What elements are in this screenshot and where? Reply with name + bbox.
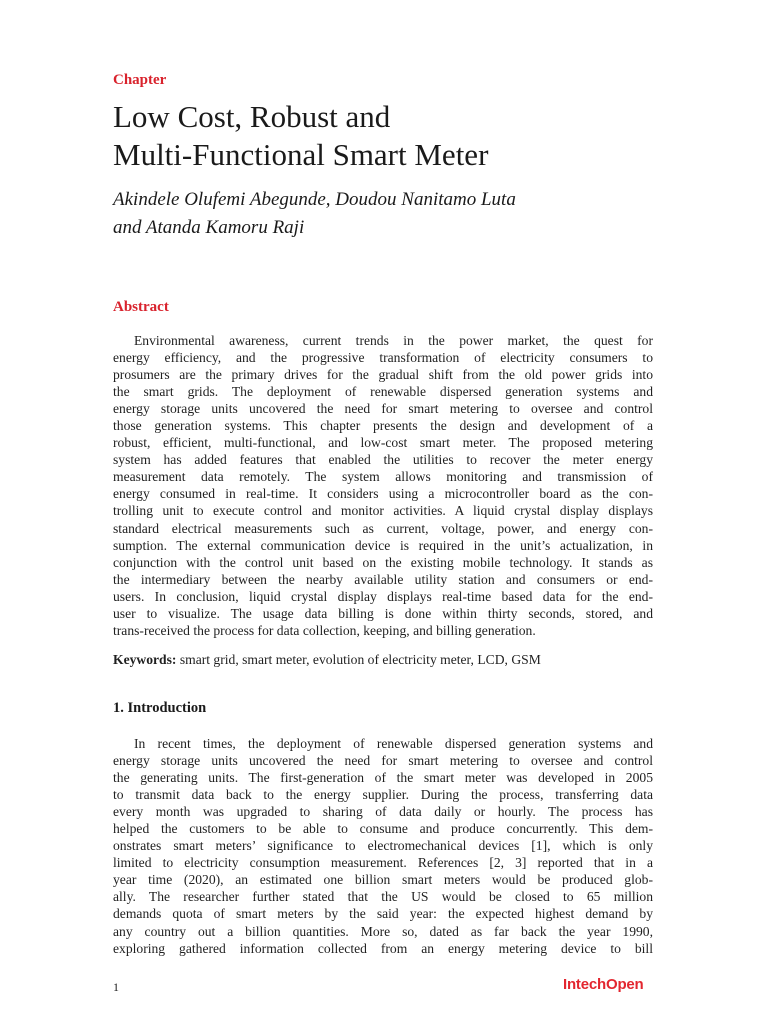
abstract-line: those generation systems. This chapter presents the design and development of a <box>113 418 653 434</box>
abstract-line: users. In conclusion, liquid crystal display displays real-time based data for the end- <box>113 588 653 604</box>
keywords-label: Keywords: <box>113 652 177 667</box>
abstract-line: measurement data remotely. The system allows monitoring and transmission of <box>113 469 653 485</box>
abstract-line: energy storage units uncovered the need for smart metering to oversee and control <box>113 401 653 417</box>
intro-line: the generating units. The first-generation of the smart meter was developed in 2005 <box>113 770 653 786</box>
abstract-line: system has added features that enabled the utilities to recover the meter energy <box>113 452 653 468</box>
abstract-heading: Abstract <box>113 299 169 315</box>
intro-line: every month was upgraded to sharing of data daily or hourly. The process has <box>113 804 653 820</box>
abstract-body <box>113 332 653 639</box>
page-number: 1 <box>113 980 119 994</box>
intro-line: limited to electricity consumption measurement. References [2, 3] reported that in a <box>113 855 653 871</box>
intro-line: to transmit data back to the energy supplier. During the process, transferring data <box>113 787 653 803</box>
abstract-line: conjunction with the control unit based on the existing mobile technology. It stands as <box>113 554 653 570</box>
abstract-line: energy efficiency, and the progressive transformation of electricity consumers to <box>113 350 653 366</box>
author-line: Akindele Olufemi Abegunde, Doudou Nanitamo Luta <box>113 189 516 210</box>
introduction-body <box>113 735 653 957</box>
chapter-label: Chapter <box>113 72 167 88</box>
intro-line: helped the customers to be able to consume and produce concurrently. This dem- <box>113 821 653 837</box>
keywords-text: smart grid, smart meter, evolution of electricity meter, LCD, GSM <box>176 652 541 667</box>
title-line: Multi-Functional Smart Meter <box>113 137 489 172</box>
intro-line: ally. The researcher further stated that the US would be closed to 65 million <box>113 889 653 905</box>
keywords <box>113 651 653 668</box>
author-line: and Atanda Kamoru Raji <box>113 217 305 238</box>
intro-line: any country out a billion quantities. More so, dated as far back the year 1990, <box>113 923 653 939</box>
intro-line: energy storage units uncovered the need for smart metering to oversee and control <box>113 753 653 769</box>
abstract-line: trolling unit to execute control and monitor activities. A liquid crystal display displays <box>113 503 653 519</box>
abstract-line: user to visualize. The usage data billing is done within thirty seconds, stored, and <box>113 605 653 621</box>
chapter-title <box>113 98 673 174</box>
introduction-heading: 1. Introduction <box>113 700 207 716</box>
abstract-line: trans-received the process for data collection, keeping, and billing generation. <box>113 622 536 638</box>
title-line: Low Cost, Robust and <box>113 99 391 134</box>
intro-line: demands quota of smart meters by the said year: the expected highest demand by <box>113 906 653 922</box>
abstract-line: the intermediary between the nearby available utility station and consumers or end- <box>113 571 653 587</box>
abstract-line: robust, efficient, multi-functional, and low-cost smart meter. The proposed metering <box>113 435 653 451</box>
abstract-line: energy consumed in real-time. It considers using a microcontroller board as the con- <box>113 486 653 502</box>
intro-line: exploring gathered information collected from an energy metering device to bill <box>113 940 653 956</box>
abstract-line: Environmental awareness, current trends in the power market, the quest for <box>134 333 653 348</box>
abstract-line: the smart grids. The deployment of renewable dispersed generation systems and <box>113 384 653 400</box>
publisher-logo: IntechOpen <box>563 976 644 993</box>
abstract-line: standard electrical measurements such as current, voltage, power, and energy con- <box>113 520 653 536</box>
authors <box>113 186 673 242</box>
intro-line: onstrates smart meters’ significance to electromechanical devices [1], which is only <box>113 838 653 854</box>
intro-line: year time (2020), an estimated one billion smart meters would be produced glob- <box>113 872 653 888</box>
intro-line: In recent times, the deployment of renewable dispersed generation systems and <box>134 736 653 751</box>
abstract-line: sumption. The external communication device is required in the unit’s actualization, in <box>113 537 653 553</box>
abstract-line: prosumers are the primary drives for the gradual shift from the old power grids into <box>113 367 653 383</box>
